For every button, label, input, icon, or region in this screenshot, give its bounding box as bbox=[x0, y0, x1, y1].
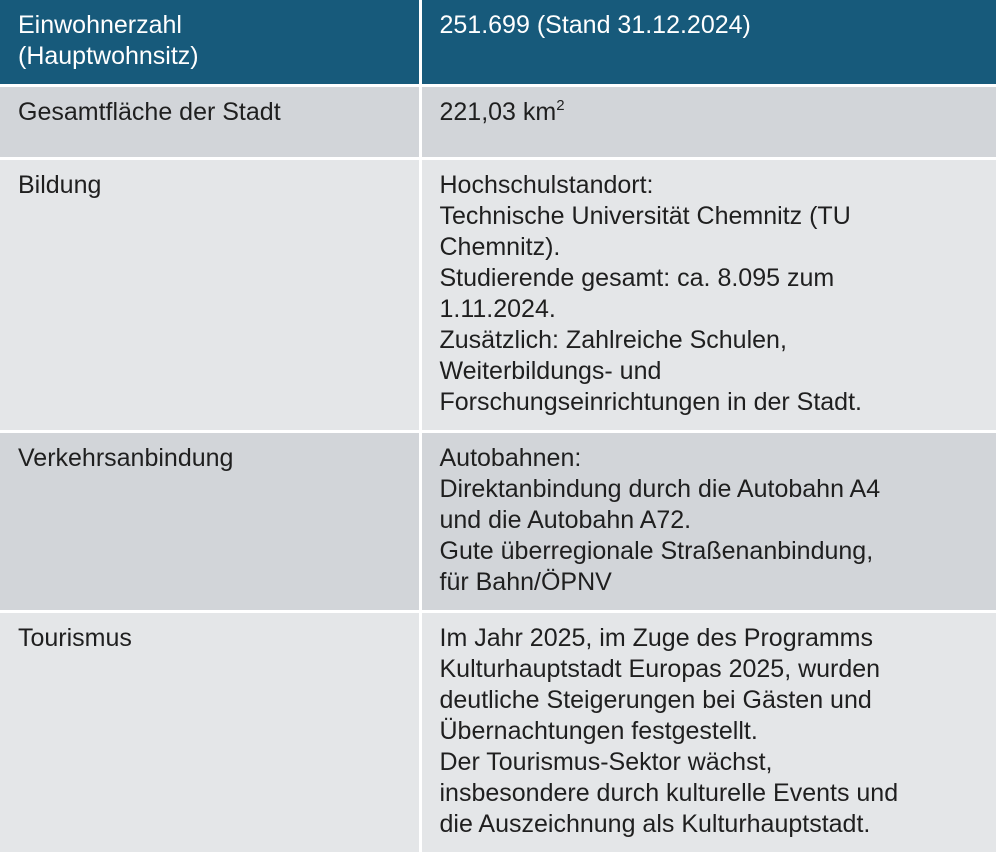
table-row-tourism bbox=[0, 612, 996, 854]
education-value-line: Weiterbildungs- und bbox=[439, 357, 662, 385]
population-value: 251.699 (Stand 31.12.2024) bbox=[439, 11, 751, 39]
table-row-population bbox=[0, 0, 996, 86]
area-label-cell bbox=[0, 86, 420, 159]
education-value-line: Hochschulstandort: bbox=[439, 171, 654, 199]
tourism-label-cell bbox=[0, 612, 420, 854]
transport-label: Verkehrsanbindung bbox=[18, 444, 234, 472]
tourism-value-line: deutliche Steigerungen bei Gästen und bbox=[439, 686, 872, 714]
tourism-value-line: Übernachtungen festgestellt. bbox=[439, 717, 758, 745]
table-row-education bbox=[0, 159, 996, 432]
education-value-line: Forschungseinrichtungen in der Stadt. bbox=[439, 388, 862, 416]
tourism-value-line: Im Jahr 2025, im Zuge des Programms bbox=[439, 624, 873, 652]
education-label-cell bbox=[0, 159, 420, 432]
population-label-cell bbox=[0, 0, 420, 86]
education-value-line: Chemnitz). bbox=[439, 233, 561, 261]
area-unit-superscript: 2 bbox=[556, 97, 565, 114]
population-value-cell bbox=[420, 0, 996, 86]
area-value: 221,03 km bbox=[439, 98, 557, 126]
population-label-line-1: Einwohnerzahl bbox=[18, 11, 182, 39]
tourism-value-line: die Auszeichnung als Kulturhauptstadt. bbox=[439, 810, 871, 838]
education-value-line: Zusätzlich: Zahlreiche Schulen, bbox=[439, 326, 787, 354]
transport-value-line: und die Autobahn A72. bbox=[439, 506, 692, 534]
transport-value-line: für Bahn/ÖPNV bbox=[439, 568, 612, 596]
tourism-value-line: insbesondere durch kulturelle Events und bbox=[439, 779, 899, 807]
table-row-area bbox=[0, 86, 996, 159]
education-value-line: 1.11.2024. bbox=[439, 295, 556, 323]
area-value-cell bbox=[420, 86, 996, 159]
tourism-value-line: Kulturhauptstadt Europas 2025, wurden bbox=[439, 655, 881, 683]
education-value-line: Technische Universität Chemnitz (TU bbox=[439, 202, 851, 230]
tourism-label: Tourismus bbox=[18, 624, 132, 652]
tourism-value-line: Der Tourismus-Sektor wächst, bbox=[439, 748, 773, 776]
area-label: Gesamtfläche der Stadt bbox=[18, 98, 281, 126]
education-value-line: Studierende gesamt: ca. 8.095 zum bbox=[439, 264, 835, 292]
education-label: Bildung bbox=[18, 171, 102, 199]
population-label-line-2: (Hauptwohnsitz) bbox=[18, 42, 199, 70]
transport-value-line: Autobahnen: bbox=[439, 444, 582, 472]
transport-value-line: Direktanbindung durch die Autobahn A4 bbox=[439, 475, 881, 503]
education-value-cell bbox=[420, 159, 996, 432]
tourism-value-cell bbox=[420, 612, 996, 854]
transport-value-line: Gute überregionale Straßenanbindung, bbox=[439, 537, 874, 565]
table-row-transport bbox=[0, 432, 996, 612]
transport-value-cell bbox=[420, 432, 996, 612]
transport-label-cell bbox=[0, 432, 420, 612]
